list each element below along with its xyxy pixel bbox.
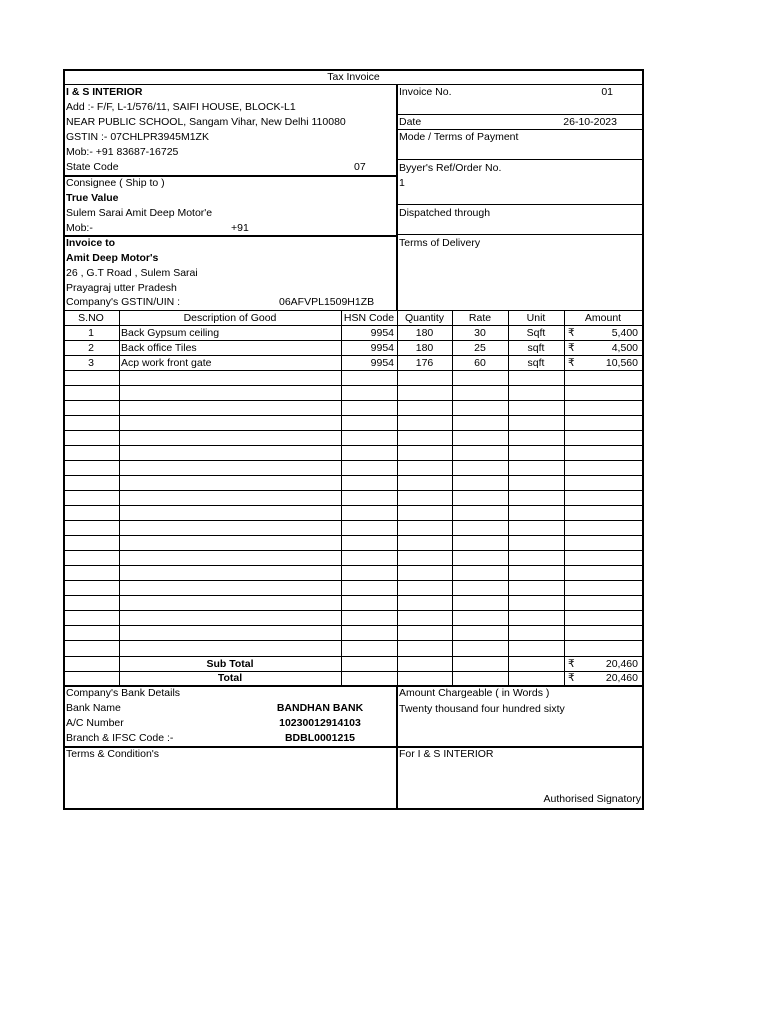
account-number-value: 10230012914103	[279, 717, 361, 729]
consignee-label: Consignee ( Ship to )	[66, 177, 165, 189]
row-unit: Sqft	[526, 327, 546, 339]
row-hsn: 9954	[370, 357, 394, 369]
amount-in-words-label: Amount Chargeable ( in Words )	[399, 687, 550, 699]
rupee-icon: ₹	[568, 658, 575, 670]
row-rate: 60	[474, 357, 486, 369]
terms-of-delivery-label: Terms of Delivery	[399, 237, 481, 249]
row-line	[63, 445, 644, 446]
row-line	[63, 640, 644, 641]
dispatched-through-label: Dispatched through	[399, 207, 491, 219]
row-amount: 10,560	[605, 357, 638, 369]
row-description: Back office Tiles	[121, 342, 197, 354]
row-line	[63, 490, 644, 491]
row-hsn: 9954	[370, 342, 394, 354]
seller-mob: Mob:- +91 83687-16725	[66, 146, 179, 158]
header-middle-divider	[396, 84, 398, 311]
title-divider	[63, 84, 644, 85]
col-header-description: Description of Good	[183, 312, 277, 324]
row-unit: sqft	[527, 357, 545, 369]
row-line	[63, 370, 644, 371]
order-ref-label: Byyer's Ref/Order No.	[399, 162, 502, 174]
row-line	[63, 550, 644, 551]
row-line	[63, 460, 644, 461]
col-divider-sno	[119, 310, 120, 686]
outer-border-bottom	[63, 808, 644, 810]
outer-border-right	[642, 69, 644, 810]
col-header-rate: Rate	[468, 312, 492, 324]
row-line	[63, 595, 644, 596]
date-label: Date	[399, 116, 422, 128]
row-line	[63, 385, 644, 386]
row-amount: 5,400	[611, 327, 638, 339]
row-line	[63, 625, 644, 626]
account-number-label: A/C Number	[66, 717, 124, 729]
rupee-icon: ₹	[568, 342, 575, 354]
seller-gstin: GSTIN :- 07CHLPR3945M1ZK	[66, 131, 209, 143]
row-line	[63, 520, 644, 521]
col-header-sno: S.NO	[78, 312, 104, 324]
row-line	[63, 415, 644, 416]
invoice-no-value: 01	[601, 86, 613, 98]
seller-address-line2: NEAR PUBLIC SCHOOL, Sangam Vihar, New Delhi 110080	[66, 116, 346, 128]
authorised-signatory: Authorised Signatory	[543, 793, 641, 805]
row-unit: sqft	[527, 342, 545, 354]
rupee-icon: ₹	[568, 327, 575, 339]
rupee-icon: ₹	[568, 672, 575, 684]
row-line	[63, 610, 644, 611]
row-description: Back Gypsum ceiling	[121, 327, 220, 339]
seller-address-line1: Add :- F/F, L-1/576/11, SAIFI HOUSE, BLOCK-L1	[66, 101, 296, 113]
consignee-mob-value: +91	[231, 222, 249, 234]
row-rate: 30	[474, 327, 486, 339]
state-code-value: 07	[354, 161, 366, 173]
row-sno: 2	[88, 342, 94, 354]
col-header-unit: Unit	[526, 312, 546, 324]
total-label: Total	[217, 672, 243, 684]
subtotal-label: Sub Total	[206, 658, 254, 670]
order-divider	[397, 204, 644, 205]
row-description: Acp work front gate	[121, 357, 212, 369]
row-line	[63, 430, 644, 431]
row-quantity: 180	[415, 327, 434, 339]
row-quantity: 176	[415, 357, 434, 369]
bank-name-label: Bank Name	[66, 702, 121, 714]
bill-to-gstin-label: Company's GSTIN/UIN :	[66, 296, 181, 308]
terms-conditions-label: Terms & Condition's	[66, 748, 160, 760]
amount-in-words-value: Twenty thousand four hundred sixty	[399, 703, 565, 715]
ifsc-value: BDBL0001215	[284, 732, 356, 744]
payment-divider	[397, 159, 644, 160]
dispatch-divider	[397, 234, 644, 235]
invoice-no-label: Invoice No.	[399, 86, 452, 98]
state-code-label: State Code	[66, 161, 119, 173]
date-value: 26-10-2023	[563, 116, 617, 128]
ifsc-label: Branch & IFSC Code :-	[66, 732, 174, 744]
bill-to-gstin-value: 06AFVPL1509H1ZB	[279, 296, 375, 308]
row-hsn: 9954	[370, 327, 394, 339]
subtotal-value: 20,460	[605, 658, 638, 670]
row-rate: 25	[474, 342, 486, 354]
consignee-mob-label: Mob:-	[66, 222, 93, 234]
bill-to-address-line1: 26 , G.T Road , Sulem Sarai	[66, 267, 198, 279]
row-line	[63, 505, 644, 506]
col-header-hsn: HSN Code	[343, 312, 395, 324]
row-line	[63, 400, 644, 401]
order-ref-value: 1	[399, 177, 405, 189]
invoice-title: Tax Invoice	[327, 71, 380, 83]
tax-invoice-sheet	[63, 69, 644, 809]
col-header-amount: Amount	[584, 312, 622, 324]
bill-to-address-line2: Prayagraj utter Pradesh	[66, 282, 177, 294]
consignee-name: True Value	[66, 192, 119, 204]
payment-terms-label: Mode / Terms of Payment	[399, 131, 519, 143]
row-sno: 1	[88, 327, 94, 339]
bank-details-label: Company's Bank Details	[66, 687, 181, 699]
seller-name: I & S INTERIOR	[66, 86, 143, 98]
rupee-icon: ₹	[568, 357, 575, 369]
consignee-address: Sulem Sarai Amit Deep Motor'e	[66, 207, 213, 219]
total-value: 20,460	[605, 672, 638, 684]
row-line	[63, 565, 644, 566]
bill-to-name: Amit Deep Motor's	[66, 252, 159, 264]
row-line	[63, 475, 644, 476]
for-company-label: For I & S INTERIOR	[399, 748, 494, 760]
bank-name-value: BANDHAN BANK	[276, 702, 364, 714]
row-line	[63, 535, 644, 536]
row-amount: 4,500	[611, 342, 638, 354]
row-sno: 3	[88, 357, 94, 369]
row-quantity: 180	[415, 342, 434, 354]
col-header-quantity: Quantity	[404, 312, 445, 324]
row-line	[63, 580, 644, 581]
outer-border-left	[63, 69, 65, 810]
bill-to-label: Invoice to	[66, 237, 116, 249]
